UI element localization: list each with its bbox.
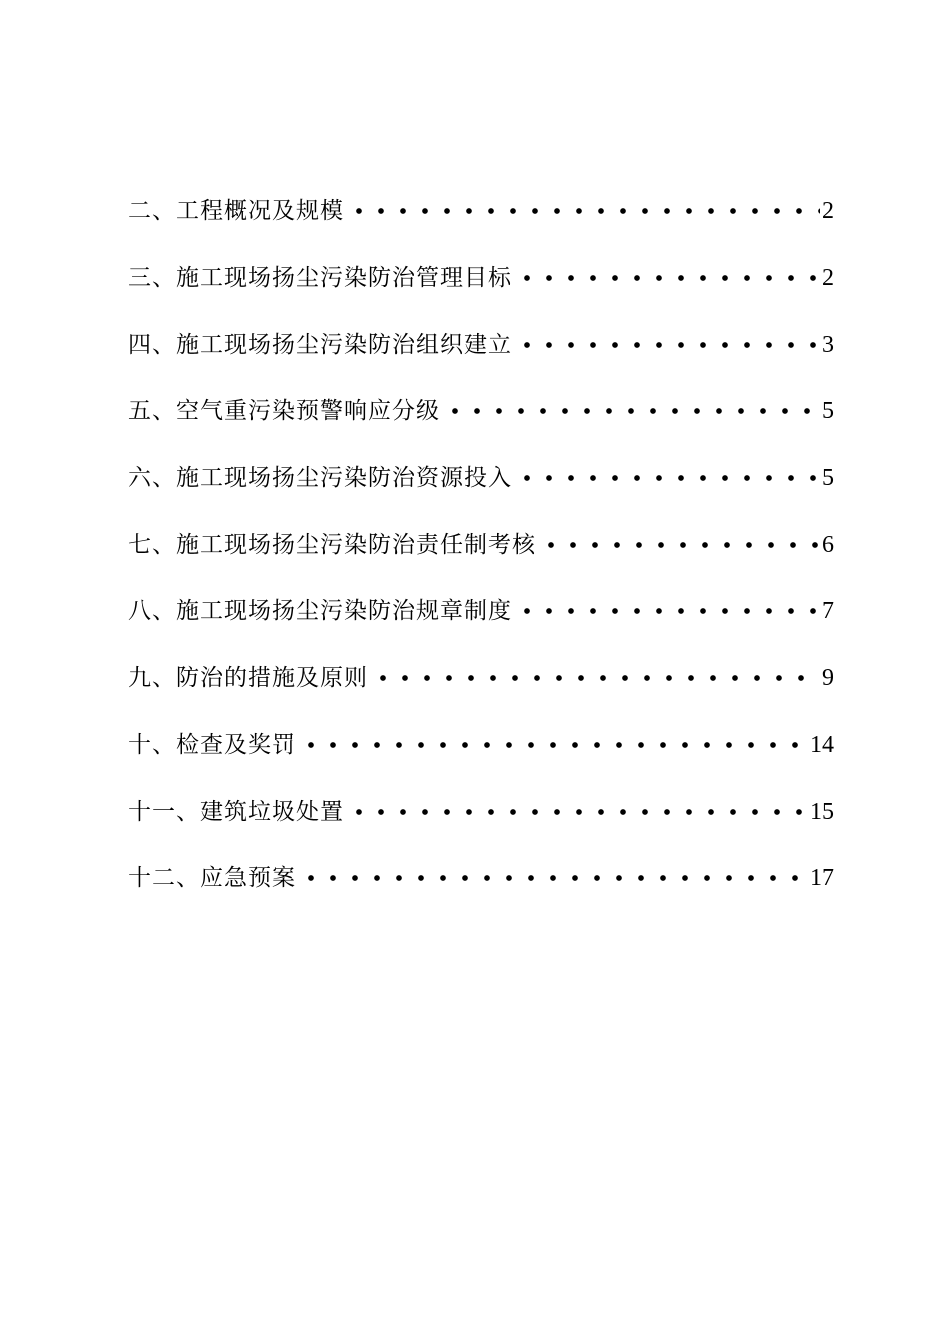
toc-entry-page-number: 6 [822,531,834,558]
toc-entry-page-number: 14 [810,731,834,758]
dot-leader [300,727,808,763]
toc-entry-page-number: 2 [822,265,834,292]
dot-leader [372,660,820,696]
toc-entry-title: 三、施工现场扬尘污染防治管理目标 [128,265,512,292]
dot-leader [348,193,820,229]
toc-entry-title: 八、施工现场扬尘污染防治规章制度 [128,598,512,625]
toc-entry-page-number: 7 [822,598,834,625]
toc-entry[interactable] [128,778,834,845]
toc-entry-page-number: 15 [810,798,834,825]
dot-leader [300,860,808,896]
dot-leader [540,527,820,563]
toc-entry[interactable] [128,245,834,312]
toc-entry-page-number: 5 [822,465,834,492]
toc-entry[interactable] [128,645,834,712]
toc-entry[interactable] [128,378,834,445]
toc-entry-title: 六、施工现场扬尘污染防治资源投入 [128,465,512,492]
dot-leader [516,593,820,629]
table-of-contents [128,178,834,912]
dot-leader [444,393,820,429]
toc-entry[interactable] [128,578,834,645]
toc-entry-title: 二、工程概况及规模 [128,198,344,225]
dot-leader [348,794,808,830]
toc-entry-title: 四、施工现场扬尘污染防治组织建立 [128,331,512,358]
toc-entry-title: 十、检查及奖罚 [128,731,296,758]
toc-entry-page-number: 5 [822,398,834,425]
toc-entry[interactable] [128,445,834,512]
dot-leader [516,260,820,296]
toc-entry[interactable] [128,712,834,779]
toc-entry[interactable] [128,511,834,578]
toc-entry[interactable] [128,311,834,378]
dot-leader [516,460,820,496]
dot-leader [516,327,820,363]
toc-entry-title: 十二、应急预案 [128,865,296,892]
toc-entry-title: 九、防治的措施及原则 [128,665,368,692]
toc-entry-page-number: 3 [822,331,834,358]
toc-entry-title: 五、空气重污染预警响应分级 [128,398,440,425]
toc-entry[interactable] [128,178,834,245]
toc-entry-title: 七、施工现场扬尘污染防治责任制考核 [128,531,536,558]
toc-entry-title: 十一、建筑垃圾处置 [128,798,344,825]
toc-entry-page-number: 17 [810,865,834,892]
toc-entry-page-number: 9 [822,665,834,692]
toc-entry[interactable] [128,845,834,912]
toc-entry-page-number: 2 [822,198,834,225]
